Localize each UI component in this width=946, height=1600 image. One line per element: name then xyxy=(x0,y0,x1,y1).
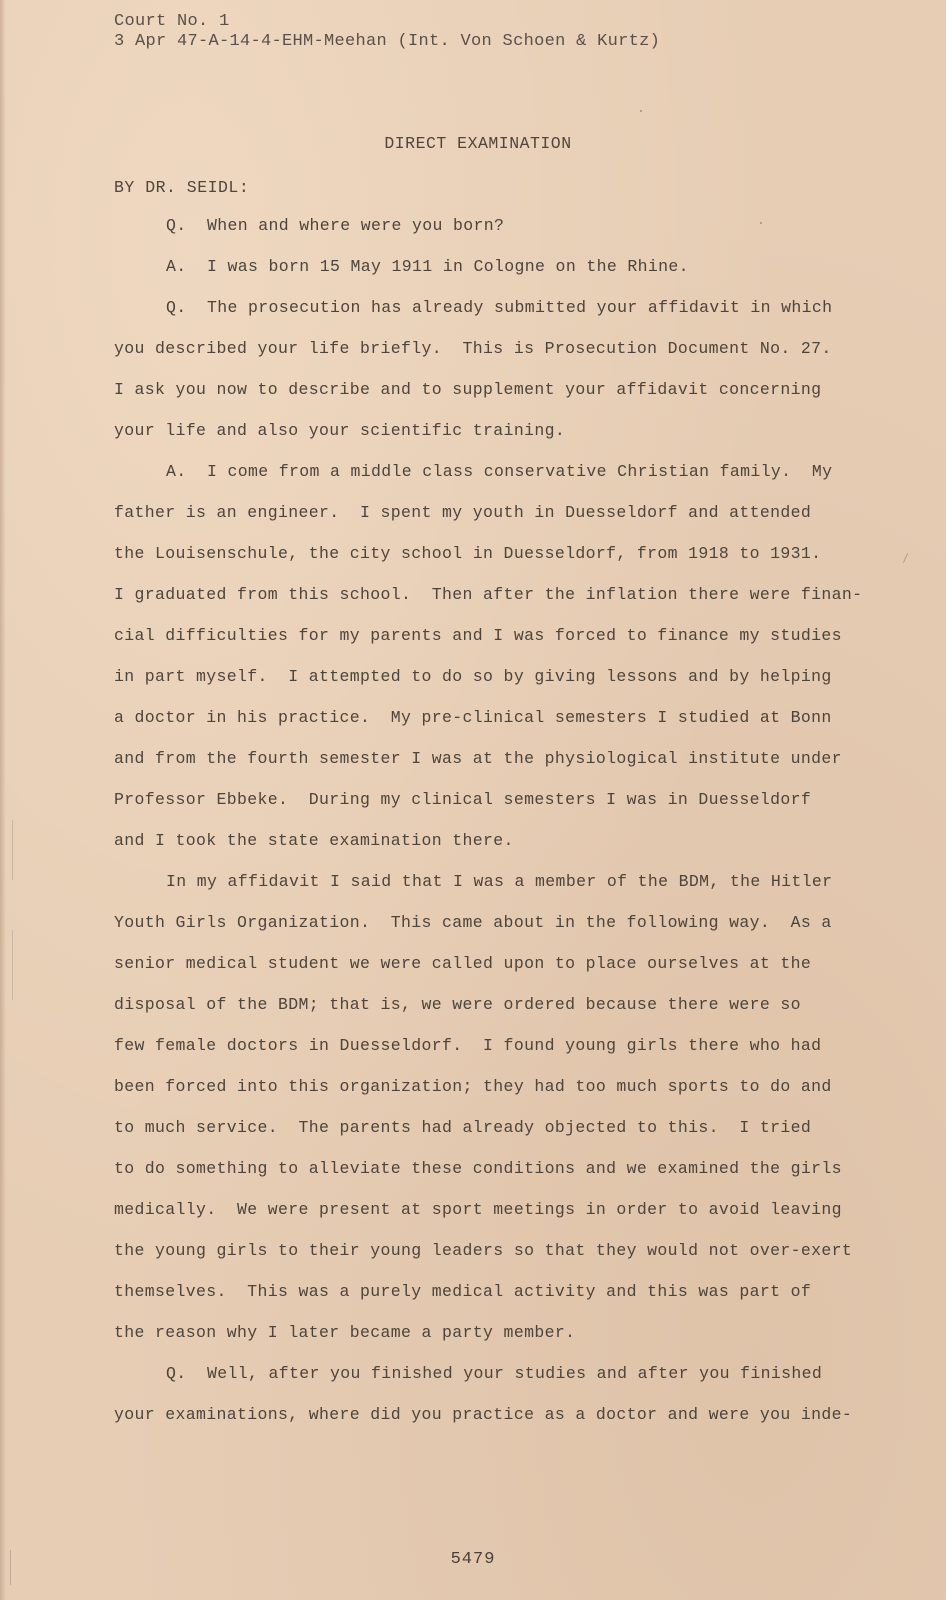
transcript-line: the reason why I later became a party member. xyxy=(114,1323,576,1342)
transcript-line: been forced into this organization; they had too much sports to do and xyxy=(114,1077,832,1096)
transcript-line: Q. When and where were you born? xyxy=(166,216,505,235)
court-number: Court No. 1 xyxy=(114,12,230,31)
transcript-line: the Louisenschule, the city school in Duesseldorf, from 1918 to 1931. xyxy=(114,544,822,563)
transcript-line: Professor Ebbeke. During my clinical semesters I was in Duesseldorf xyxy=(114,790,812,809)
transcript-line: themselves. This was a purely medical activity and this was part of xyxy=(114,1282,812,1301)
transcript-line: Q. The prosecution has already submitted your affidavit in which xyxy=(166,298,833,317)
transcript-line: senior medical student we were called upon to place ourselves at the xyxy=(114,954,812,973)
transcript-body xyxy=(114,205,863,1435)
transcript-line: you described your life briefly. This is Prosecution Document No. 27. xyxy=(114,339,832,358)
paper-speck xyxy=(12,930,13,1000)
transcript-line: to do something to alleviate these conditions and we examined the girls xyxy=(114,1159,842,1178)
transcript-line: your examinations, where did you practice as a doctor and were you inde- xyxy=(114,1405,853,1424)
transcript-line: a doctor in his practice. My pre-clinical semesters I studied at Bonn xyxy=(114,708,832,727)
transcript-line: Q. Well, after you finished your studies and after you finished xyxy=(166,1364,823,1383)
transcript-line: A. I was born 15 May 1911 in Cologne on the Rhine. xyxy=(166,257,689,276)
transcript-paragraph xyxy=(114,1353,858,1435)
paper-speck xyxy=(760,222,762,224)
transcript-line: and from the fourth semester I was at the physiological institute under xyxy=(114,749,842,768)
paper-speck xyxy=(10,1550,11,1585)
paper-speck xyxy=(12,820,13,880)
transcript-line: Youth Girls Organization. This came about in the following way. As a xyxy=(114,913,832,932)
transcript-paragraph xyxy=(114,287,858,451)
examiner-byline: BY DR. SEIDL: xyxy=(114,178,250,197)
transcript-line: In my affidavit I said that I was a member of the BDM, the Hitler xyxy=(166,872,833,891)
transcript-line: medically. We were present at sport meetings in order to avoid leaving xyxy=(114,1200,842,1219)
transcript-paragraph xyxy=(114,451,863,861)
transcript-line: cial difficulties for my parents and I was forced to finance my studies xyxy=(114,626,842,645)
transcript-line: to much service. The parents had already objected to this. I tried xyxy=(114,1118,812,1137)
transcript-line: few female doctors in Duesseldorf. I found young girls there who had xyxy=(114,1036,822,1055)
paper-speck xyxy=(640,110,642,112)
transcript-line: father is an engineer. I spent my youth in Duesseldorf and attended xyxy=(114,503,812,522)
transcript-paragraph xyxy=(114,246,858,287)
transcript-line: your life and also your scientific training. xyxy=(114,421,566,440)
transcript-line: in part myself. I attempted to do so by giving lessons and by helping xyxy=(114,667,832,686)
section-title: DIRECT EXAMINATION xyxy=(384,134,572,153)
transcript-line: I ask you now to describe and to supplement your affidavit concerning xyxy=(114,380,822,399)
transcript-line: the young girls to their young leaders so that they would not over-exert xyxy=(114,1241,853,1260)
page-number: 5479 xyxy=(450,1550,496,1569)
paper-speck xyxy=(903,553,908,562)
transcript-line: and I took the state examination there. xyxy=(114,831,514,850)
transcript-line: disposal of the BDM; that is, we were ordered because there were so xyxy=(114,995,801,1014)
transcript-paragraph xyxy=(114,861,858,1353)
transcript-line: I graduated from this school. Then after the inflation there were finan- xyxy=(114,585,863,604)
session-reference: 3 Apr 47-A-14-4-EHM-Meehan (Int. Von Schoen & Kurtz) xyxy=(114,32,661,51)
transcript-paragraph xyxy=(114,205,858,246)
transcript-line: A. I come from a middle class conservative Christian family. My xyxy=(166,462,833,481)
document-header xyxy=(114,12,660,52)
